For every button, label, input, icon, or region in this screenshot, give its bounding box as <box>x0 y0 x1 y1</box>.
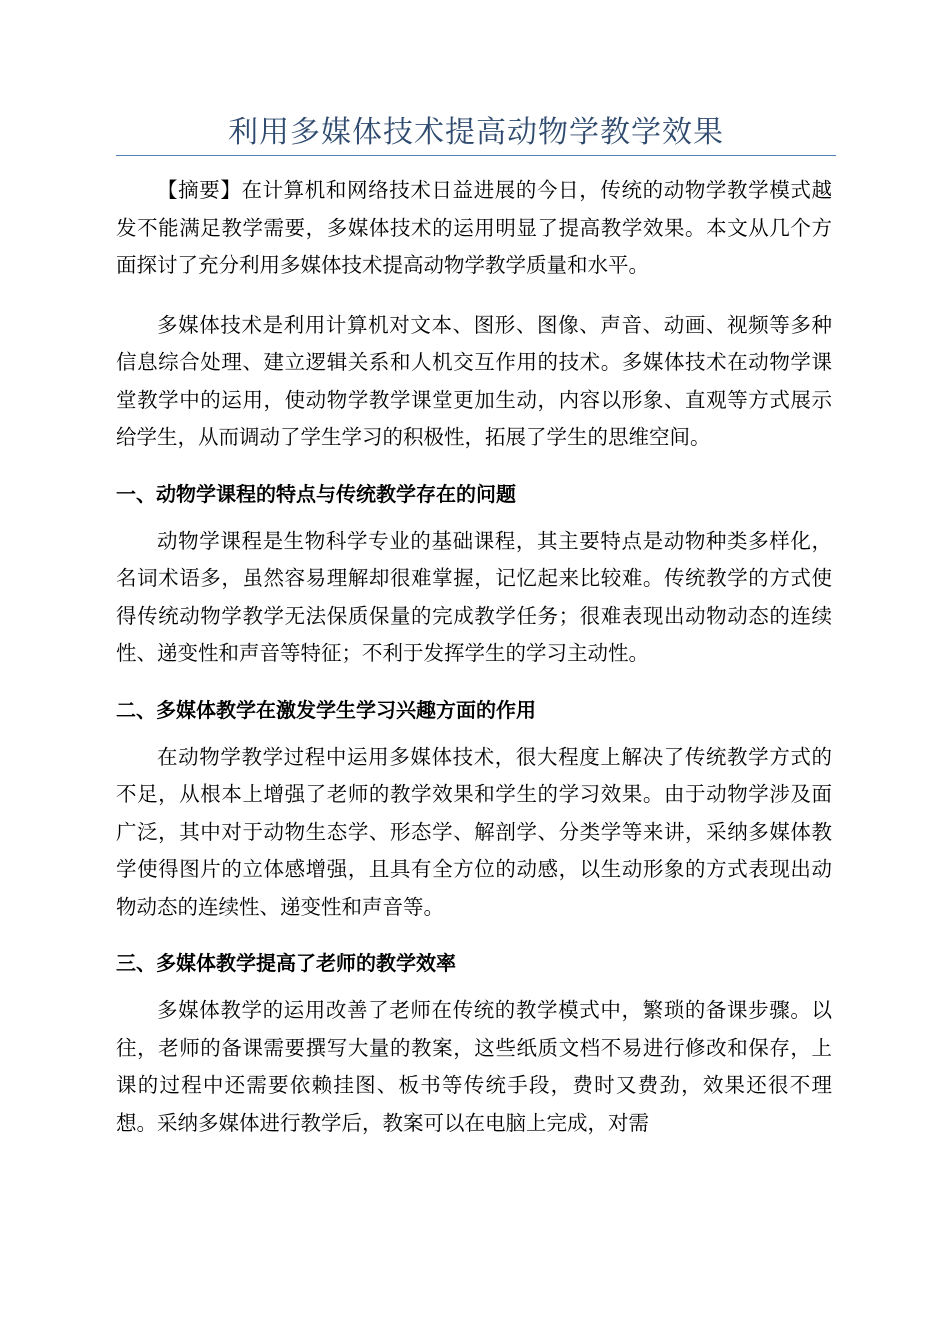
document-title: 利用多媒体技术提高动物学教学效果 <box>228 115 724 150</box>
section-heading-2: 二、多媒体教学在激发学生学习兴趣方面的作用 <box>116 697 536 722</box>
abstract-paragraph: 【摘要】在计算机和网络技术日益进展的今日，传统的动物学教学模式越发不能满足教学需要，多媒体技术的运用明显了提高教学效果。本文从几个方面探讨了充分利用多媒体技术提高动物学教学质量和水平。 <box>116 178 832 277</box>
document-body <box>116 172 832 1164</box>
section-paragraph-2: 在动物学教学过程中运用多媒体技术，很大程度上解决了传统教学方式的不足，从根本上增强了老师的教学效果和学生的学习效果。由于动物学涉及面广泛，其中对于动物生态学、形态学、解剖学、分类学等来讲，采纳多媒体教学使得图片的立体感增强，且具有全方位的动感，以生动形象的方式表现出动物动态的连续性、递变性和声音等。 <box>116 744 832 919</box>
title-underline <box>116 155 836 156</box>
section-heading-1: 一、动物学课程的特点与传统教学存在的问题 <box>116 481 516 506</box>
section-heading-3: 三、多媒体教学提高了老师的教学效率 <box>116 951 456 975</box>
section-paragraph-1: 动物学课程是生物科学专业的基础课程，其主要特点是动物种类多样化，名词术语多，虽然容易理解却很难掌握，记忆起来比较难。传统教学的方式使得传统动物学教学无法保质保量的完成教学任务；很难表现出动物动态的连续性、递变性和声音等特征；不利于发挥学生的学习主动性。 <box>116 528 832 665</box>
intro-paragraph: 多媒体技术是利用计算机对文本、图形、图像、声音、动画、视频等多种信息综合处理、建立逻辑关系和人机交互作用的技术。多媒体技术在动物学课堂教学中的运用，使动物学教学课堂更加生动，内容以形象、直观等方式展示给学生，从而调动了学生学习的积极性，拓展了学生的思维空间。 <box>116 312 832 449</box>
section-paragraph-3: 多媒体教学的运用改善了老师在传统的教学模式中，繁琐的备课步骤。以往，老师的备课需要撰写大量的教案，这些纸质文档不易进行修改和保存，上课的过程中还需要依赖挂图、板书等传统手段，费时又费劲，效果还很不理想。采纳多媒体进行教学后，教案可以在电脑上完成，对需 <box>116 998 832 1135</box>
